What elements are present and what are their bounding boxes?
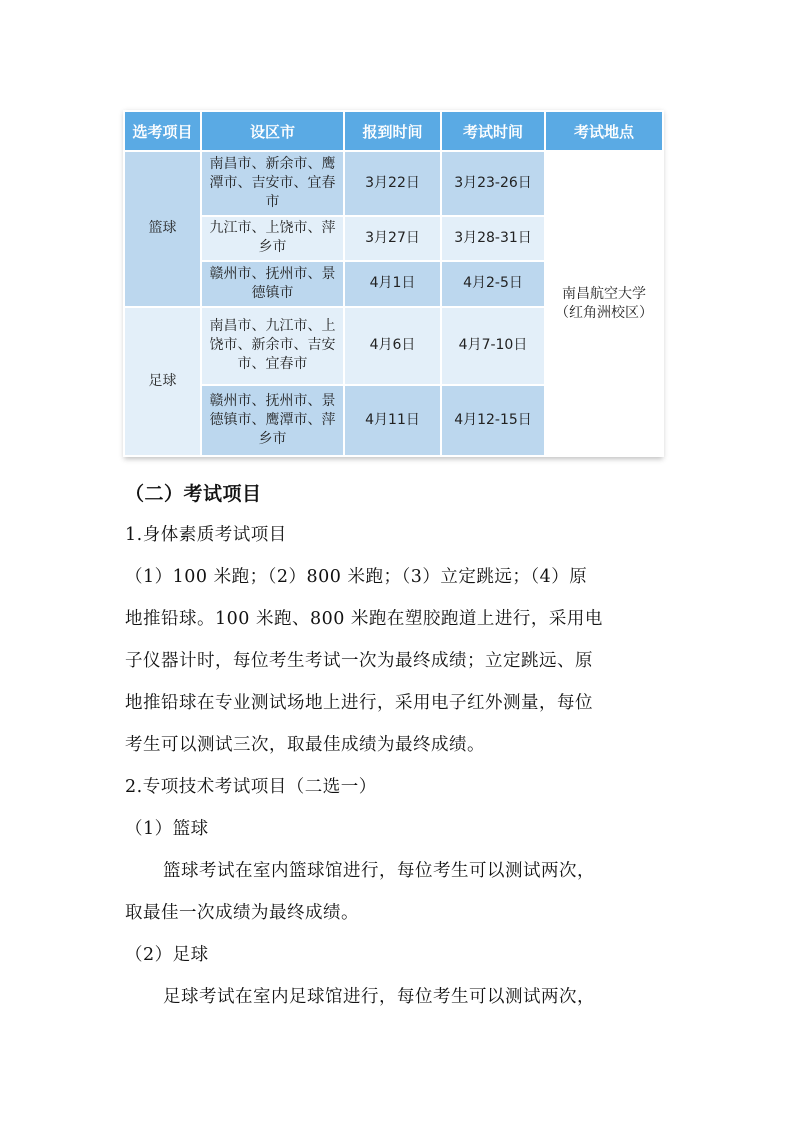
paragraph-line: （1）100 米跑；（2）800 米跑；（3）立定跳远；（4）原 — [125, 567, 588, 587]
sport-football: 足球 — [124, 307, 201, 457]
cities-cell: 赣州市、抚州市、景德镇市、鹰潭市、萍乡市 — [201, 385, 344, 456]
cities-cell: 赣州市、抚州市、景德镇市 — [201, 261, 344, 306]
checkin-cell: 3月27日 — [344, 216, 441, 261]
paragraph-line: 子仪器计时，每位考生考试一次为最终成绩；立定跳远、原 — [125, 651, 593, 671]
section-heading: （二）考试项目 — [125, 483, 262, 505]
header-sport: 选考项目 — [124, 111, 201, 151]
header-cities: 设区市 — [201, 111, 344, 151]
subsection-title: 1.身体素质考试项目 — [125, 525, 287, 545]
checkin-cell: 4月6日 — [344, 307, 441, 386]
exam-time-cell: 4月7-10日 — [441, 307, 545, 386]
cities-cell: 南昌市、新余市、鹰潭市、吉安市、宜春市 — [201, 151, 344, 216]
checkin-cell: 3月22日 — [344, 151, 441, 216]
exam-time-cell: 3月23-26日 — [441, 151, 545, 216]
exam-schedule-table-wrapper — [123, 110, 662, 457]
exam-time-cell: 4月12-15日 — [441, 385, 545, 456]
table-header-row — [124, 111, 663, 151]
sport-basketball: 篮球 — [124, 151, 201, 307]
header-exam-time: 考试时间 — [441, 111, 545, 151]
checkin-cell: 4月11日 — [344, 385, 441, 456]
cities-cell: 九江市、上饶市、萍乡市 — [201, 216, 344, 261]
exam-time-cell: 4月2-5日 — [441, 261, 545, 306]
paragraph-line: 篮球考试在室内篮球馆进行，每位考生可以测试两次， — [163, 861, 595, 881]
paragraph-line: 考生可以测试三次，取最佳成绩为最终成绩。 — [125, 735, 485, 755]
header-checkin: 报到时间 — [344, 111, 441, 151]
exam-time-cell: 3月28-31日 — [441, 216, 545, 261]
location-cell: 南昌航空大学（红角洲校区） — [545, 151, 663, 456]
header-location: 考试地点 — [545, 111, 663, 151]
checkin-cell: 4月1日 — [344, 261, 441, 306]
exam-schedule-table — [123, 110, 664, 457]
item-title: （2）足球 — [125, 945, 209, 965]
paragraph-line: 取最佳一次成绩为最终成绩。 — [125, 903, 359, 923]
subsection-title: 2.专项技术考试项目（二选一） — [125, 777, 377, 797]
paragraph-line: 地推铅球。100 米跑、800 米跑在塑胶跑道上进行，采用电 — [125, 609, 603, 629]
cities-cell: 南昌市、九江市、上饶市、新余市、吉安市、宜春市 — [201, 307, 344, 386]
table-row — [124, 151, 663, 216]
paragraph-line: 地推铅球在专业测试场地上进行，采用电子红外测量，每位 — [125, 693, 593, 713]
item-title: （1）篮球 — [125, 819, 209, 839]
paragraph-line: 足球考试在室内足球馆进行，每位考生可以测试两次， — [163, 987, 595, 1007]
